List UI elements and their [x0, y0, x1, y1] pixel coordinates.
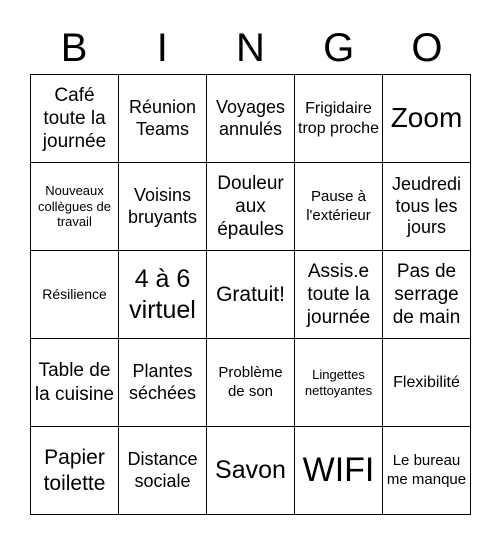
bingo-cell-r3-c4[interactable] — [295, 251, 383, 339]
bingo-cell-r5-c5[interactable] — [383, 427, 471, 515]
bingo-cell-label: Savon — [215, 456, 286, 485]
bingo-header — [30, 22, 471, 74]
bingo-cell-label: Flexibilité — [393, 373, 460, 391]
bingo-cell-r2-c1[interactable] — [31, 163, 119, 251]
bingo-cell-label: Résilience — [42, 285, 107, 302]
header-letter-g: G — [323, 26, 355, 70]
bingo-cell-r5-c2[interactable] — [119, 427, 207, 515]
bingo-cell-label: Gratuit! — [216, 282, 285, 306]
bingo-cell-r5-c3[interactable] — [207, 427, 295, 515]
bingo-cell-r1-c3[interactable] — [207, 75, 295, 163]
bingo-cell-label: Le bureau me manque — [386, 452, 467, 488]
bingo-cell-label: Table de la cuisine — [34, 360, 115, 405]
bingo-cell-label: Problème de son — [218, 364, 283, 400]
header-letter-b: B — [60, 26, 88, 70]
bingo-cell-label: Plantes séchées — [128, 360, 197, 403]
bingo-cell-label: Jeudredi tous les jours — [391, 173, 462, 238]
header-letter-i: I — [156, 26, 168, 70]
bingo-cell-r4-c1[interactable] — [31, 339, 119, 427]
bingo-cell-r1-c2[interactable] — [119, 75, 207, 163]
bingo-board — [30, 74, 471, 515]
bingo-cell-r3-c3[interactable] — [207, 251, 295, 339]
bingo-cell-r4-c2[interactable] — [119, 339, 207, 427]
bingo-cell-r4-c3[interactable] — [207, 339, 295, 427]
bingo-cell-r2-c4[interactable] — [295, 163, 383, 251]
bingo-cell-label: 4 à 6 virtuel — [129, 265, 196, 324]
bingo-cell-label: Voisins bruyants — [127, 184, 198, 227]
bingo-cell-r2-c5[interactable] — [383, 163, 471, 251]
bingo-cell-label: Pause à l'extérieur — [306, 188, 371, 224]
bingo-cell-label: Café toute la journée — [42, 84, 107, 153]
bingo-cell-r3-c5[interactable] — [383, 251, 471, 339]
bingo-cell-r5-c4[interactable] — [295, 427, 383, 515]
bingo-cell-label: Papier toilette — [43, 445, 106, 495]
bingo-cell-label: Réunion Teams — [128, 96, 197, 139]
bingo-cell-r1-c4[interactable] — [295, 75, 383, 163]
bingo-cell-r5-c1[interactable] — [31, 427, 119, 515]
bingo-cell-r1-c1[interactable] — [31, 75, 119, 163]
bingo-cell-r2-c2[interactable] — [119, 163, 207, 251]
bingo-cell-r3-c1[interactable] — [31, 251, 119, 339]
bingo-cell-r2-c3[interactable] — [207, 163, 295, 251]
bingo-cell-r3-c2[interactable] — [119, 251, 207, 339]
bingo-cell-label: WIFI — [302, 450, 375, 489]
bingo-cell-r4-c5[interactable] — [383, 339, 471, 427]
bingo-cell-r1-c5[interactable] — [383, 75, 471, 163]
bingo-cell-label: Frigidaire trop proche — [298, 99, 379, 137]
header-letter-n: N — [236, 26, 265, 70]
bingo-cell-label: Lingettes nettoyantes — [304, 366, 373, 398]
bingo-cell-label: Voyages annulés — [215, 96, 286, 139]
bingo-cell-label: Distance sociale — [127, 448, 198, 491]
header-letter-o: O — [411, 26, 443, 70]
bingo-cell-r4-c4[interactable] — [295, 339, 383, 427]
bingo-cell-label: Nouveaux collègues de travail — [38, 182, 111, 230]
bingo-cell-label: Assis.e toute la journée — [306, 260, 371, 329]
bingo-cell-label: Douleur aux épaules — [217, 172, 284, 241]
bingo-cell-label: Zoom — [390, 102, 463, 134]
bingo-cell-label: Pas de serrage de main — [392, 260, 461, 329]
